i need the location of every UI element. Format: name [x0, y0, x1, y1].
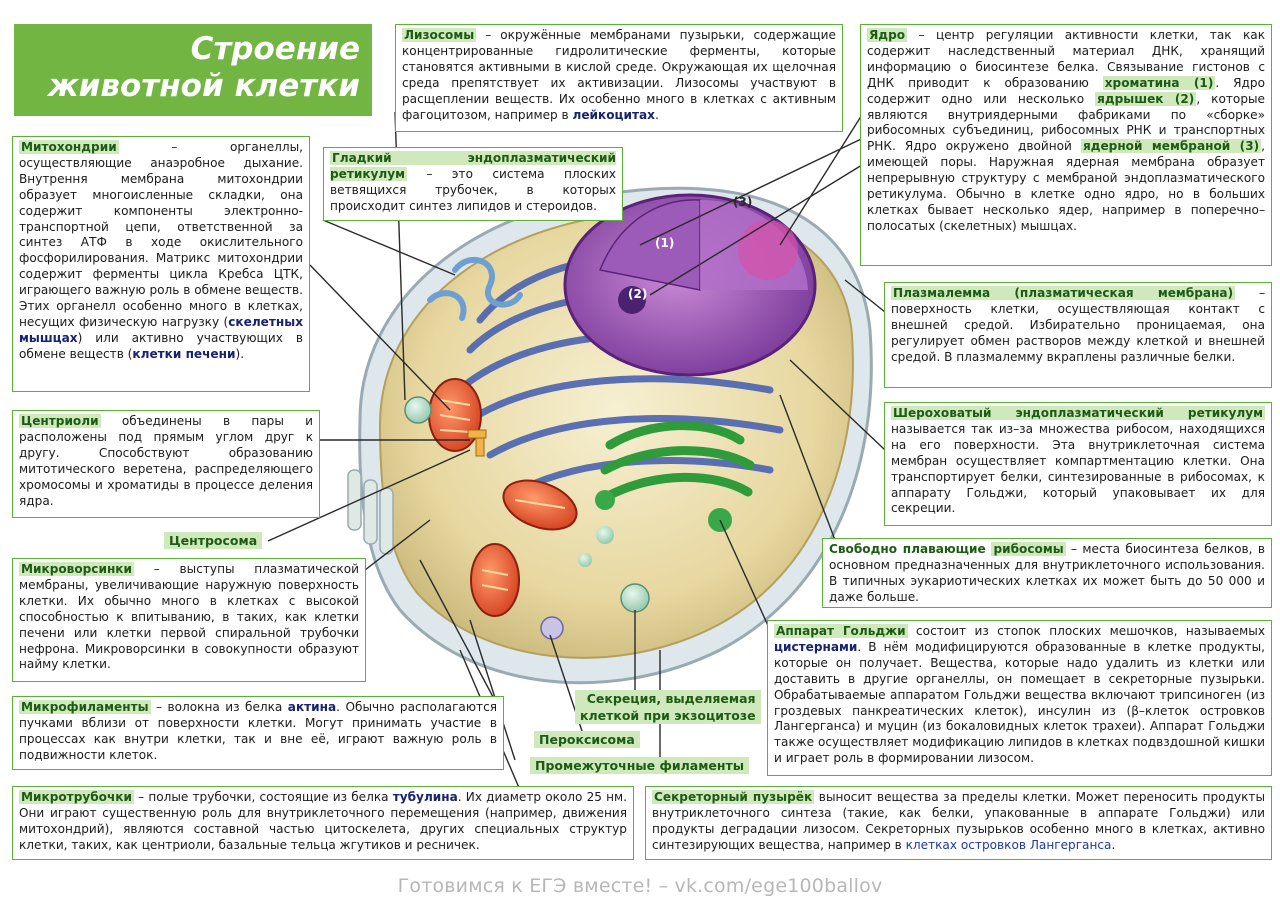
centrioles-box: Центриоли объединены в пары и расположены под прямым углом друг к другу. Способствуют образованию митотического веретена, распределяющего хромосомы и хроматиды в процессе деления ядра.: [12, 410, 320, 518]
nucleolus-term: ядрышек (2): [1097, 91, 1195, 106]
mitochondrion-shape-3: [471, 544, 519, 616]
microvilli-box: Микроворсинки – выступы плазматической мембраны, увеличивающие наружную поверхность клетки. Их обычно много в клетках с высокой способностью к впитыванию, в таких, как клетки печени или клетки первой спиральной трубочки нефрона. Микроворсинки в совокупности образуют найму клетки.: [12, 558, 366, 682]
centrosome-label: Центросома: [164, 532, 262, 549]
golgi-term: Аппарат Гольджи: [776, 624, 906, 638]
lysosomes-box: Лизосомы – окружённые мембранами пузырьки, содержащие концентрированные гидролитические ферменты, которые становятся активными в кислой среде. Окружающая их щелочная среда препятствует их активизации. Лизосомы участвуют в расщеплении веществ. Их особенно много в клетках с активным фагоцитозом, например в лейкоцитах.: [395, 24, 843, 132]
lysosomes-highlight: лейкоцитах: [572, 107, 655, 122]
ribosomes-box: Свободно плавающие рибосомы – места биосинтеза белков, в основном предназначенных для внутриклеточного использования. В типичных эукариотических клетках их может быть до 50 000 и даже больше.: [822, 538, 1272, 608]
secretory-vesicle-shape: [621, 584, 649, 612]
secretory-vesicle-term: Секреторный пузырёк: [654, 790, 813, 804]
smooth-er-box: Гладкий эндоплазматический ретикулум – это система плоских ветвящихся трубочек, в которых происходит синтез липидов и стероидов.: [323, 147, 623, 221]
secretory-vesicle-box: Секреторный пузырёк выносит вещества за пределы клетки. Может переносить продукты внутриклеточного синтеза (такие, как белки, упакованные в аппарате Гольджи) или продукты деградации лизосом. Секреторных пузырьков особенно много в клетках, активно синтезирующих вещества, например в клетках островков Лангерганса.: [645, 786, 1272, 860]
secretion-label: Секреция, выделяемая клеткой при экзоцитозе: [575, 690, 761, 724]
microtubules-term: Микротрубочки: [21, 790, 132, 804]
marker-2: (2): [628, 287, 648, 301]
nucleus-term: Ядро: [869, 28, 906, 42]
rough-er-term: Шероховатый эндоплазматический ретикулум: [893, 406, 1263, 420]
nucleus-box: Ядро – центр регуляции активности клетки, так как содержит наследственный материал ДНК, хранящий информацию о биосинтезе белка. Связывание гистонов с ДНК приводит к образованию хроматина (1) . Ядро содержит одно или несколько ядрышек (2) , которые являются внутриядерными фабриками по «сборке» рибосомных субъединиц, рибосомных РНК и транспортных РНК. Ядро окружено двойной ядерной мембраной (3) , имеющей поры. Наружная ядерная мембрана образует непрерывную структуру с мембраной эндоплазматического ретикулума. Обычно в клетке одно ядро, но в больших клетках бывает несколько ядер, например в поперечно–полосатых (скелетных) мышцах.: [860, 24, 1272, 266]
mitochondria-term: Митохондрии: [21, 140, 117, 154]
chromatin-term: хроматина (1): [1104, 75, 1214, 90]
microtubules-box: Микротрубочки – полые трубочки, состоящие из белка тубулина. Их диаметр около 25 нм. Они играют существенную роль для внутриклеточного перемещения (например, движения митохондрий), являются составной частью цитоскелета, других специальных структур клетки, таких, как центриоли, базальные тельца жгутиков и ресничек.: [12, 786, 634, 860]
centrioles-term: Центриоли: [21, 414, 99, 428]
plasmalemma-term: Плазмалемма (плазматическая мембрана): [893, 286, 1234, 300]
rough-er-box: Шероховатый эндоплазматический ретикулум называется так из–за множества рибосом, находящихся на его поверхности. Эта внутриклеточная система мембран осуществляет компартментацию клетки. Она транспортирует белки, синтезированные в рибосомах, к аппарату Гольджи, который упаковывает их для секреции.: [884, 402, 1272, 526]
title-line-1: Строение: [190, 31, 360, 67]
lysosome-shape: [405, 397, 431, 423]
footer-link[interactable]: Готовимся к ЕГЭ вместе! – vk.com/ege100ballov: [397, 875, 883, 897]
intermediate-filaments-label: Промежуточные филаменты: [530, 757, 749, 774]
golgi-box: Аппарат Гольджи состоит из стопок плоских мешочков, называемых цистернами. В нём модифицируются образованные в клетке продукты, которые он получает. Вещества, которые надо удалить из клетки или доставить в другие органеллы, он помещает в секреторные пузырьки. Обрабатываемые аппаратом Гольджи вещества включают трипсиноген (из гроздевых панкреатических клеток), инсулин из (β–клеток островков Лангерганса) и муцин (из бокаловидных клеток трахеи). Аппарат Гольджи также осуществляет модификацию липидов в клетках подвздошной кишки и играет роль в формировании лизосом.: [767, 620, 1272, 776]
nuclear-envelope-ring: [738, 220, 798, 280]
peroxisome-shape: [541, 617, 563, 639]
microvilli-term: Микроворсинки: [21, 562, 132, 576]
lysosomes-text: – окружённые мембранами пузырьки, содержащие концентрированные гидролитические ферменты, которые становятся активными в кислой среде. Окружающая их щелочная среда препятствует их активизации. Лизосомы участвуют в расщеплении веществ. Их особенно много в клетках с активным фагоцитозом, например в: [402, 28, 836, 122]
nuclear-membrane-term: ядерной мембраной (3): [1082, 139, 1260, 154]
marker-1: (1): [655, 236, 675, 250]
microfilaments-term: Микрофиламенты: [21, 700, 149, 714]
smooth-er-term: Гладкий эндоплазматический ретикулум: [330, 151, 616, 181]
plasmalemma-box: Плазмалемма (плазматическая мембрана) – поверхность клетки, осуществляющая контакт с внешней средой. Избирательно проницаемая, она регулирует обмен растворов между клеткой и внешней средой. В плазмалемму вкраплены различные белки.: [884, 282, 1272, 388]
lysosomes-term: Лизосомы: [404, 28, 475, 42]
title-line-2: животной клетки: [47, 68, 360, 104]
ribosomes-term: рибосомы: [993, 542, 1064, 556]
mitochondria-box: Митохондрии – органеллы, осуществляющие анаэробное дыхание. Внутрення мембрана митохондрии образует многоисленные складки, она содержит компоненты электронно-транспортной цепи, ответственной за синтез АТФ в ходе окислительного фосфорилирования. Матрикс митохондрии содержит ферменты цикла Кребса ЦТК, играющего важную роль в обмене веществ. Этих органелл особенно много в клетках, несущих физическую нагрузку (скелетных мышцах) или активно участвующих в обмене веществ (клетки печени).: [12, 136, 310, 392]
marker-3: (3): [733, 195, 753, 209]
microfilaments-box: Микрофиламенты – волокна из белка актина. Обычно располагаются пучками вблизи от поверхности клетки. Могут принимать участие в процессах как внутри клетки, так и вне её, играют важную роль в подвижности клеток.: [12, 696, 504, 770]
peroxisome-label: Пероксисома: [534, 731, 640, 748]
